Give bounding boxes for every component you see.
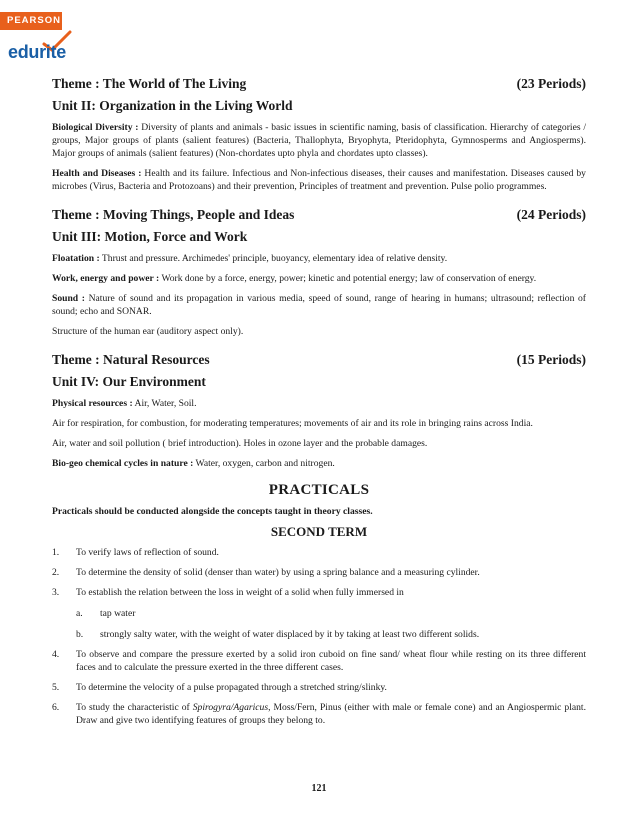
paragraph-sound [52, 292, 586, 318]
theme-periods: (15 Periods) [516, 352, 586, 367]
sub-list-item [52, 628, 586, 641]
unit-heading: Unit IV: Our Environment [52, 374, 206, 389]
paragraph-biological-diversity [52, 121, 586, 160]
paragraph-text: Air, Water, Soil. [132, 398, 197, 409]
theme-heading-living [52, 76, 586, 92]
list-item [52, 701, 586, 727]
edurite-logo: edurite [8, 42, 66, 62]
practicals-list-continued [52, 648, 586, 727]
paragraph-text: Nature of sound and its propagation in various media, speed of sound, range of hearing in humans; ultrasound; reflection of sound; echo and SONAR. [52, 293, 586, 317]
paragraph-text: Water, oxygen, carbon and nitrogen. [193, 458, 335, 469]
paragraph-health-diseases [52, 167, 586, 193]
sub-list-item [52, 607, 586, 620]
item-text-italic: Spirogyra/Agaricus [192, 702, 269, 713]
paragraph-text: Health and its failure. Infectious and Non-infectious diseases, their causes and manifestation. Diseases caused by microbes (Virus, Bacteria and Protozoans) and their prevention, Principles of treatment and prevention. Pulse polio programmes. [52, 168, 586, 192]
paragraph-heading: Health and Diseases : [52, 168, 142, 179]
item-number: 2. [52, 567, 60, 578]
list-item [52, 648, 586, 674]
item-number: 1. [52, 547, 60, 558]
item-text-b: , Moss/Fern, Pinus (either with male or female cone) and an Angiospermic plant. Draw and give two identifying features of groups they belong to. [76, 702, 586, 726]
paragraph-floatation [52, 252, 586, 265]
page-number: 121 [311, 783, 327, 794]
unit-heading: Unit III: Motion, Force and Work [52, 229, 248, 244]
item-text: To determine the velocity of a pulse propagated through a stretched string/slinky. [76, 682, 387, 693]
theme-periods: (23 Periods) [516, 76, 586, 91]
item-number: 6. [52, 702, 60, 713]
paragraph-text: Diversity of plants and animals - basic issues in scientific naming, basis of classification. Hierarchy of categories / groups, Major groups of plants (salient features) (Bacteria, Thallophyta, Bryophyta, Pteridophyta, Gymnosperms and Angiosperms). Major groups of animals (salient features) (Non-chordates upto phyla and chordates upto classes). [52, 122, 586, 159]
item-text-a: To study the characteristic of [76, 702, 193, 713]
item-number: 5. [52, 682, 60, 693]
theme-title: Theme : Natural Resources [52, 352, 210, 367]
sub-item-letter: b. [76, 629, 84, 640]
paragraph-air: Air for respiration, for combustion, for moderating temperatures; movements of air and its role in bringing rains across India. [52, 418, 533, 429]
paragraph-heading: Sound : [52, 293, 85, 304]
paragraph-heading: Biological Diversity : [52, 122, 139, 133]
pearson-logo [0, 12, 62, 30]
paragraph-human-ear: Structure of the human ear (auditory aspect only). [52, 326, 244, 337]
paragraph-physical-resources [52, 397, 586, 410]
theme-title: Theme : The World of The Living [52, 76, 247, 91]
item-text: To observe and compare the pressure exerted by a solid iron cuboid on fine sand/ wheat flour while resting on its three different faces and to calculate the pressure exerted in the three different cases. [76, 649, 586, 673]
term-title: SECOND TERM [270, 524, 368, 539]
item-text: To determine the density of solid (denser than water) by using a spring balance and a measuring cylinder. [76, 567, 480, 578]
list-item [52, 586, 586, 599]
item-number: 4. [52, 649, 60, 660]
paragraph-heading: Floatation : [52, 253, 100, 264]
list-item [52, 681, 586, 694]
item-number: 3. [52, 587, 60, 598]
practicals-note: Practicals should be conducted alongside the concepts taught in theory classes. [52, 506, 373, 517]
paragraph-text: Thrust and pressure. Archimedes' principle, buoyancy, elementary idea of relative density. [99, 253, 448, 264]
theme-heading-moving [52, 207, 586, 223]
sub-item-text: strongly salty water, with the weight of water displaced by it by taking at least two different solids. [100, 629, 480, 640]
paragraph-text: Work done by a force, energy, power; kinetic and potential energy; law of conservation of energy. [159, 273, 537, 284]
paragraph-work-energy [52, 272, 586, 285]
practicals-title: PRACTICALS [268, 482, 370, 498]
list-item [52, 546, 586, 559]
unit-heading: Unit II: Organization in the Living World [52, 98, 293, 113]
paragraph-biogeochemical [52, 457, 586, 470]
page-content [52, 76, 586, 727]
paragraph-heading: Bio-geo chemical cycles in nature : [52, 458, 194, 469]
sub-item-text: tap water [100, 608, 136, 619]
theme-heading-resources [52, 352, 586, 368]
sub-item-letter: a. [76, 608, 83, 619]
list-item [52, 566, 586, 579]
paragraph-heading: Physical resources : [52, 398, 133, 409]
brand-name: PEARSON [7, 15, 61, 26]
item-text: To verify laws of reflection of sound. [76, 547, 219, 558]
paragraph-heading: Work, energy and power : [52, 273, 160, 284]
item-text: To establish the relation between the loss in weight of a solid when fully immersed in [76, 587, 404, 598]
theme-periods: (24 Periods) [516, 207, 586, 222]
paragraph-pollution: Air, water and soil pollution ( brief introduction). Holes in ozone layer and the probable damages. [52, 438, 428, 449]
theme-title: Theme : Moving Things, People and Ideas [52, 207, 295, 222]
practicals-list [52, 546, 586, 599]
